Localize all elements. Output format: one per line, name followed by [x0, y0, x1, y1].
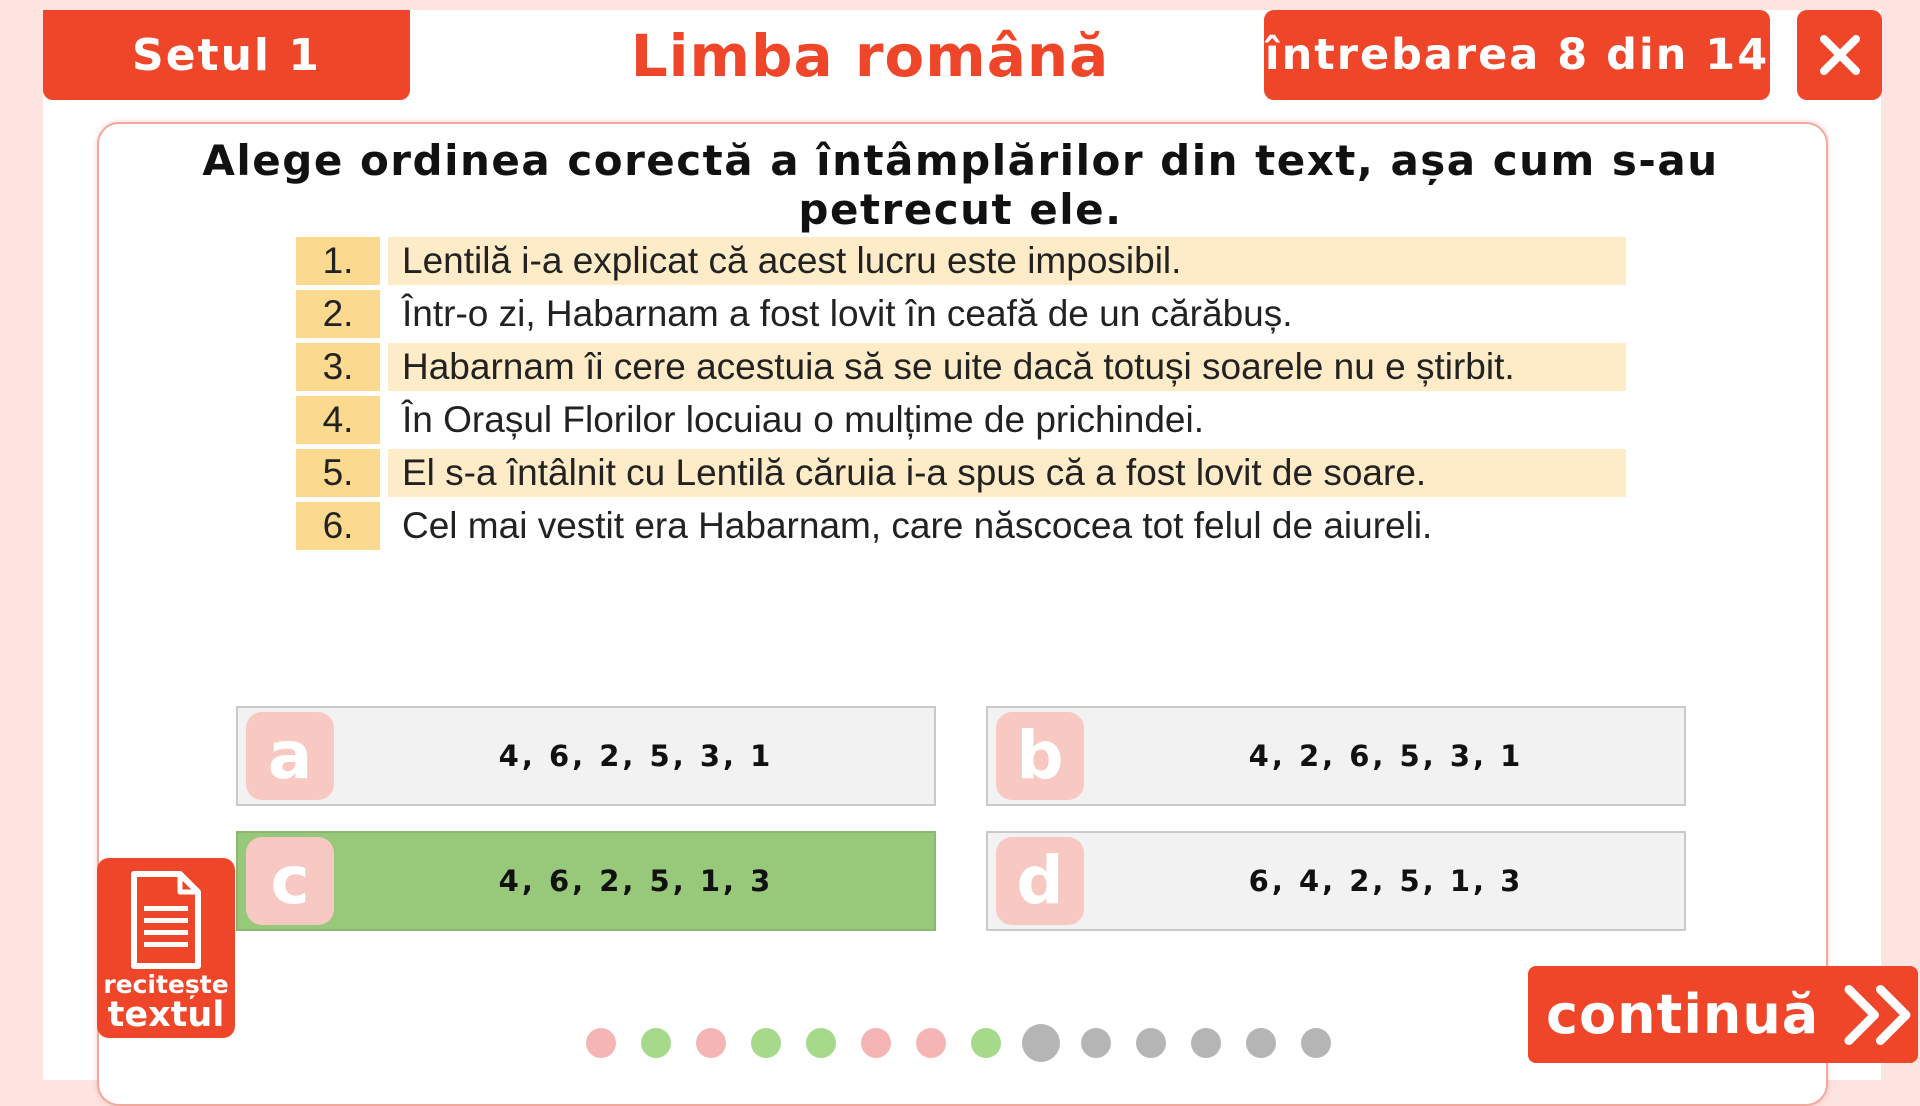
option-text: 4, 6, 2, 5, 3, 1	[498, 739, 774, 773]
option-text: 4, 2, 6, 5, 3, 1	[1248, 739, 1524, 773]
event-row	[296, 446, 1626, 499]
events-list	[296, 234, 1626, 552]
set-label: Setul 1	[43, 10, 410, 100]
progress-dot-7[interactable]	[916, 1028, 946, 1058]
option-letter: c	[246, 837, 334, 925]
event-text: În Orașul Florilor locuiau o mulțime de prichindei.	[402, 398, 1205, 440]
progress-dot-3[interactable]	[696, 1028, 726, 1058]
event-number: 4.	[296, 396, 380, 444]
progress-dot-14[interactable]	[1301, 1028, 1331, 1058]
progress-dot-4[interactable]	[751, 1028, 781, 1058]
reread-label-line1: recitește	[103, 970, 229, 999]
progress-dot-12[interactable]	[1191, 1028, 1221, 1058]
close-icon	[1819, 34, 1861, 76]
question-prompt: Alege ordinea corectă a întâmplărilor din text, așa cum s-au petrecut ele.	[202, 136, 1719, 234]
continue-button[interactable]	[1528, 966, 1918, 1063]
subject-title: Limba română	[630, 22, 1110, 90]
progress-dot-10[interactable]	[1081, 1028, 1111, 1058]
event-row	[296, 234, 1626, 287]
option-text: 4, 6, 2, 5, 1, 3	[498, 864, 774, 898]
progress-dot-5[interactable]	[806, 1028, 836, 1058]
progress-dot-9[interactable]	[1022, 1024, 1060, 1062]
option-text: 6, 4, 2, 5, 1, 3	[1248, 864, 1524, 898]
question-counter: întrebarea 8 din 14	[1264, 10, 1770, 100]
event-number: 6.	[296, 502, 380, 550]
continue-label: continuă	[1546, 983, 1820, 1046]
event-number: 5.	[296, 449, 380, 497]
event-row	[296, 287, 1626, 340]
double-chevron-right-icon	[1843, 983, 1918, 1047]
reread-label-line2: textul	[107, 995, 225, 1035]
progress-dot-6[interactable]	[861, 1028, 891, 1058]
progress-dot-13[interactable]	[1246, 1028, 1276, 1058]
option-letter: b	[996, 712, 1084, 800]
option-b-button[interactable]	[986, 706, 1686, 806]
event-text: Lentilă i-a explicat că acest lucru este imposibil.	[388, 237, 1626, 285]
event-text: Într-o zi, Habarnam a fost lovit în ceafă de un cărăbuș.	[402, 292, 1293, 334]
event-text: Habarnam îi cere acestuia să se uite dacă totuși soarele nu e știrbit.	[388, 343, 1626, 391]
option-c-button[interactable]	[236, 831, 936, 931]
option-d-button[interactable]	[986, 831, 1686, 931]
progress-dots	[586, 1024, 1356, 1062]
option-letter: d	[996, 837, 1084, 925]
event-row	[296, 499, 1626, 552]
event-text: El s-a întâlnit cu Lentilă căruia i-a spus că a fost lovit de soare.	[388, 449, 1626, 497]
progress-dot-8[interactable]	[971, 1028, 1001, 1058]
event-number: 2.	[296, 290, 380, 338]
reread-text-button[interactable]	[97, 858, 235, 1038]
event-number: 1.	[296, 237, 380, 285]
progress-dot-11[interactable]	[1136, 1028, 1166, 1058]
document-icon	[128, 870, 204, 970]
progress-dot-1[interactable]	[586, 1028, 616, 1058]
event-row	[296, 340, 1626, 393]
event-row	[296, 393, 1626, 446]
close-button[interactable]	[1797, 10, 1882, 100]
event-text: Cel mai vestit era Habarnam, care născocea tot felul de aiureli.	[402, 504, 1433, 546]
option-a-button[interactable]	[236, 706, 936, 806]
option-letter: a	[246, 712, 334, 800]
progress-dot-2[interactable]	[641, 1028, 671, 1058]
event-number: 3.	[296, 343, 380, 391]
